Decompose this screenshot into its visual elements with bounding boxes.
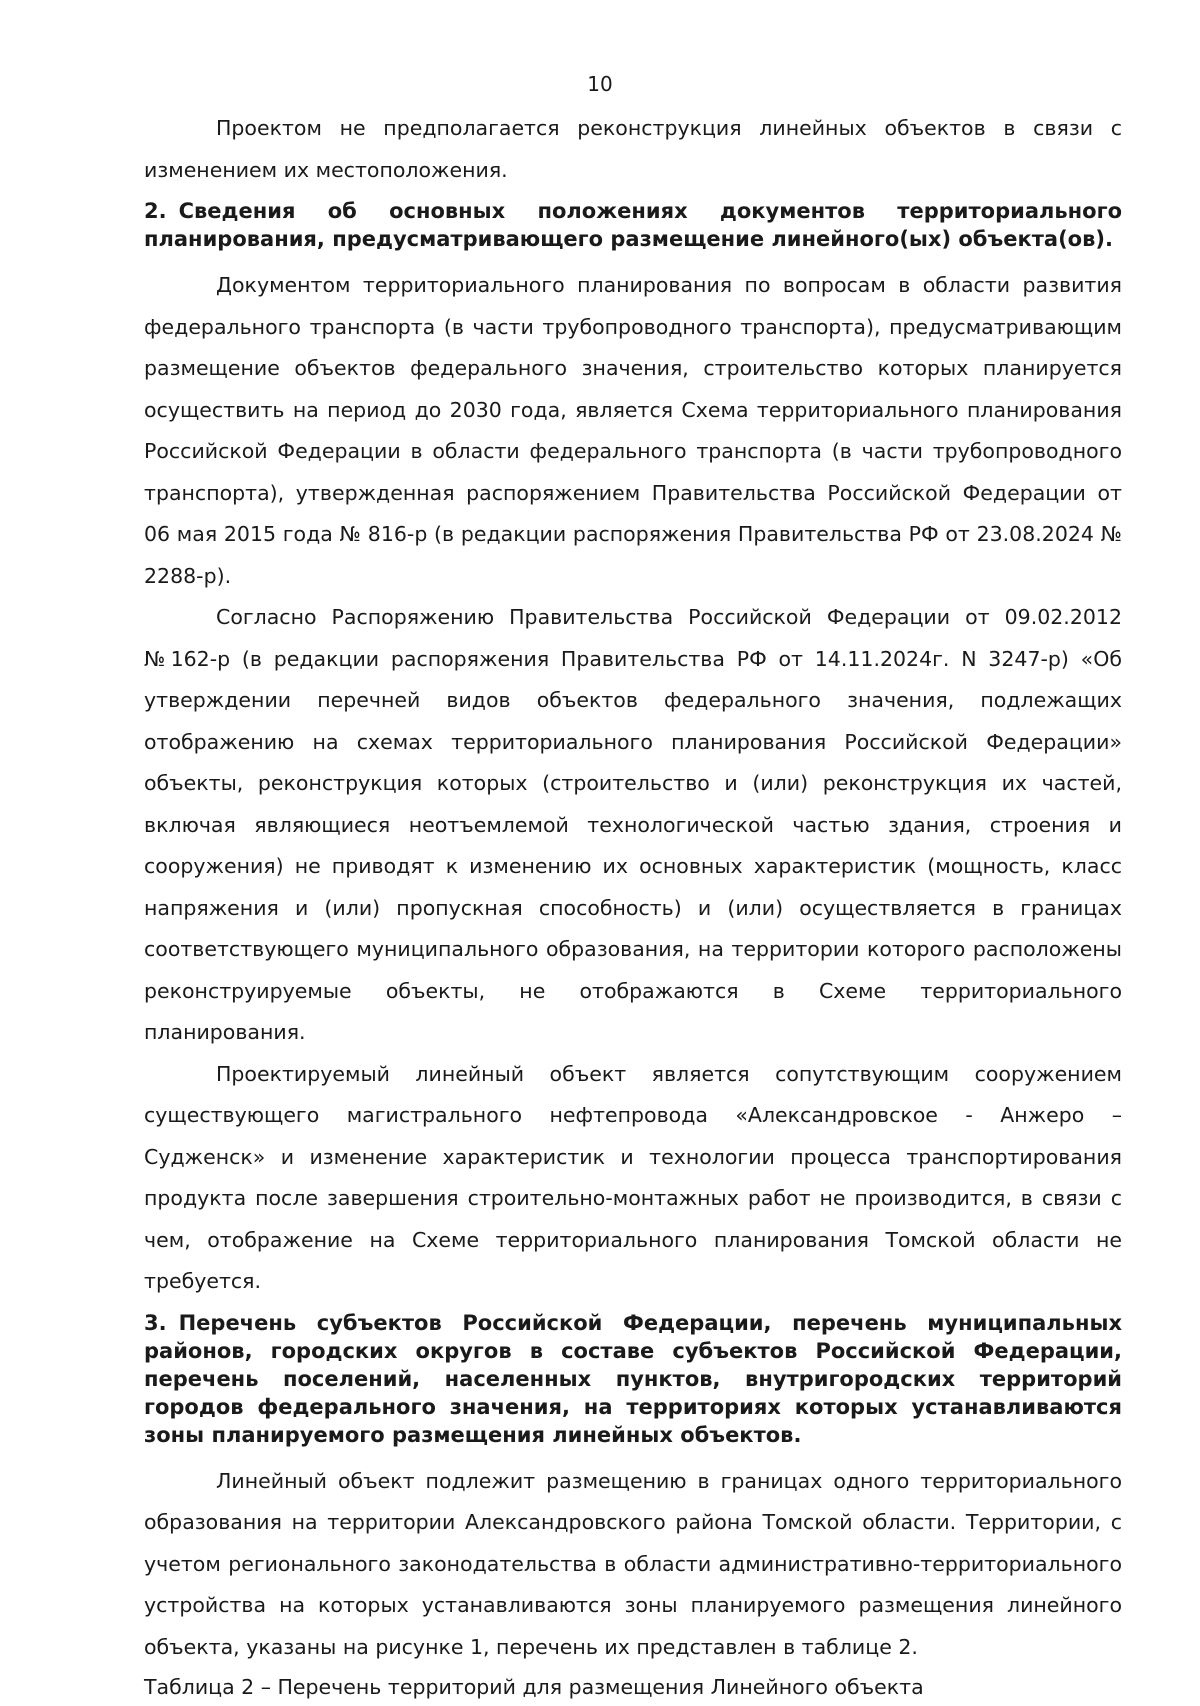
section-number: 3. [144,1310,167,1335]
section-title: Сведения об основных положениях документов территориального планирования, предусматривающего размещение линейного(ых) объекта(ов). [144,199,1122,251]
section-number: 2. [144,199,167,223]
paragraph-reconstruction-note: Проектом не предполагается реконструкция линейных объектов в связи с изменением их местоположения. [144,116,1122,182]
section-heading-3 [144,1309,1122,1449]
table-caption: Таблица 2 – Перечень территорий для размещения Линейного объекта [144,1675,924,1699]
paragraph-government-order: Согласно Распоряжению Правительства Российской Федерации от 09.02.2012 №162-р (в редакции распоряжения Правительства РФ от 14.11.2024г. N 3247-р) «Об утверждении перечней видов объектов федерального значения, подлежащих отображению на схемах территориального планирования Российской Федерации» объекты, реконструкция которых (строительство и (или) реконструкция их частей, включая являющиеся неотъемлемой технологической частью здания, строения и сооружения) не приводят к изменению их основных характеристик (мощность, класс напряжения и (или) пропускная способность) и (или) осуществляется в границах соответствующего муниципального образования, на территории которого расположены реконструируемые объекты, не отображаются в Схеме территориального планирования. [144,605,1122,1044]
document-body [144,108,1122,1706]
section-title: Перечень субъектов Российской Федерации, перечень муниципальных районов, городских округов в составе субъектов Российской Федерации, перечень поселений, населенных пунктов, внутригородских территорий городов федерального значения, на территориях которых устанавливаются зоны планируемого размещения линейных объектов. [144,1310,1122,1447]
paragraph-placement-territory: Линейный объект подлежит размещению в границах одного территориального образования на территории Александровского района Томской области. Территории, с учетом регионального законодательства в области административно-территориального устройства на которых устанавливаются зоны планируемого размещения линейного объекта, указаны на рисунке 1, перечень их представлен в таблице 2. [144,1468,1122,1659]
section-heading-2 [144,197,1122,253]
paragraph-designed-object: Проектируемый линейный объект является сопутствующим сооружением существующего магистрального нефтепровода «Александровское - Анжеро – Судженск» и изменение характеристик и технологии процесса транспортирования продукта после завершения строительно-монтажных работ не производится, в связи с чем, отображение на Схеме территориального планирования Томской области не требуется. [144,1061,1122,1293]
page-number: 10 [587,72,613,96]
paragraph-territorial-planning-document: Документом территориального планирования по вопросам в области развития федерального транспорта (в части трубопроводного транспорта), предусматривающим размещение объектов федерального значения, строительство которых планируется осуществить на период до 2030 года, является Схема территориального планирования Российской Федерации в области федерального транспорта (в части трубопроводного транспорта), утвержденная распоряжением Правительства Российской Федерации от 06 мая 2015 года № 816-р (в редакции распоряжения Правительства РФ от 23.08.2024 № 2288-р). [144,273,1122,588]
